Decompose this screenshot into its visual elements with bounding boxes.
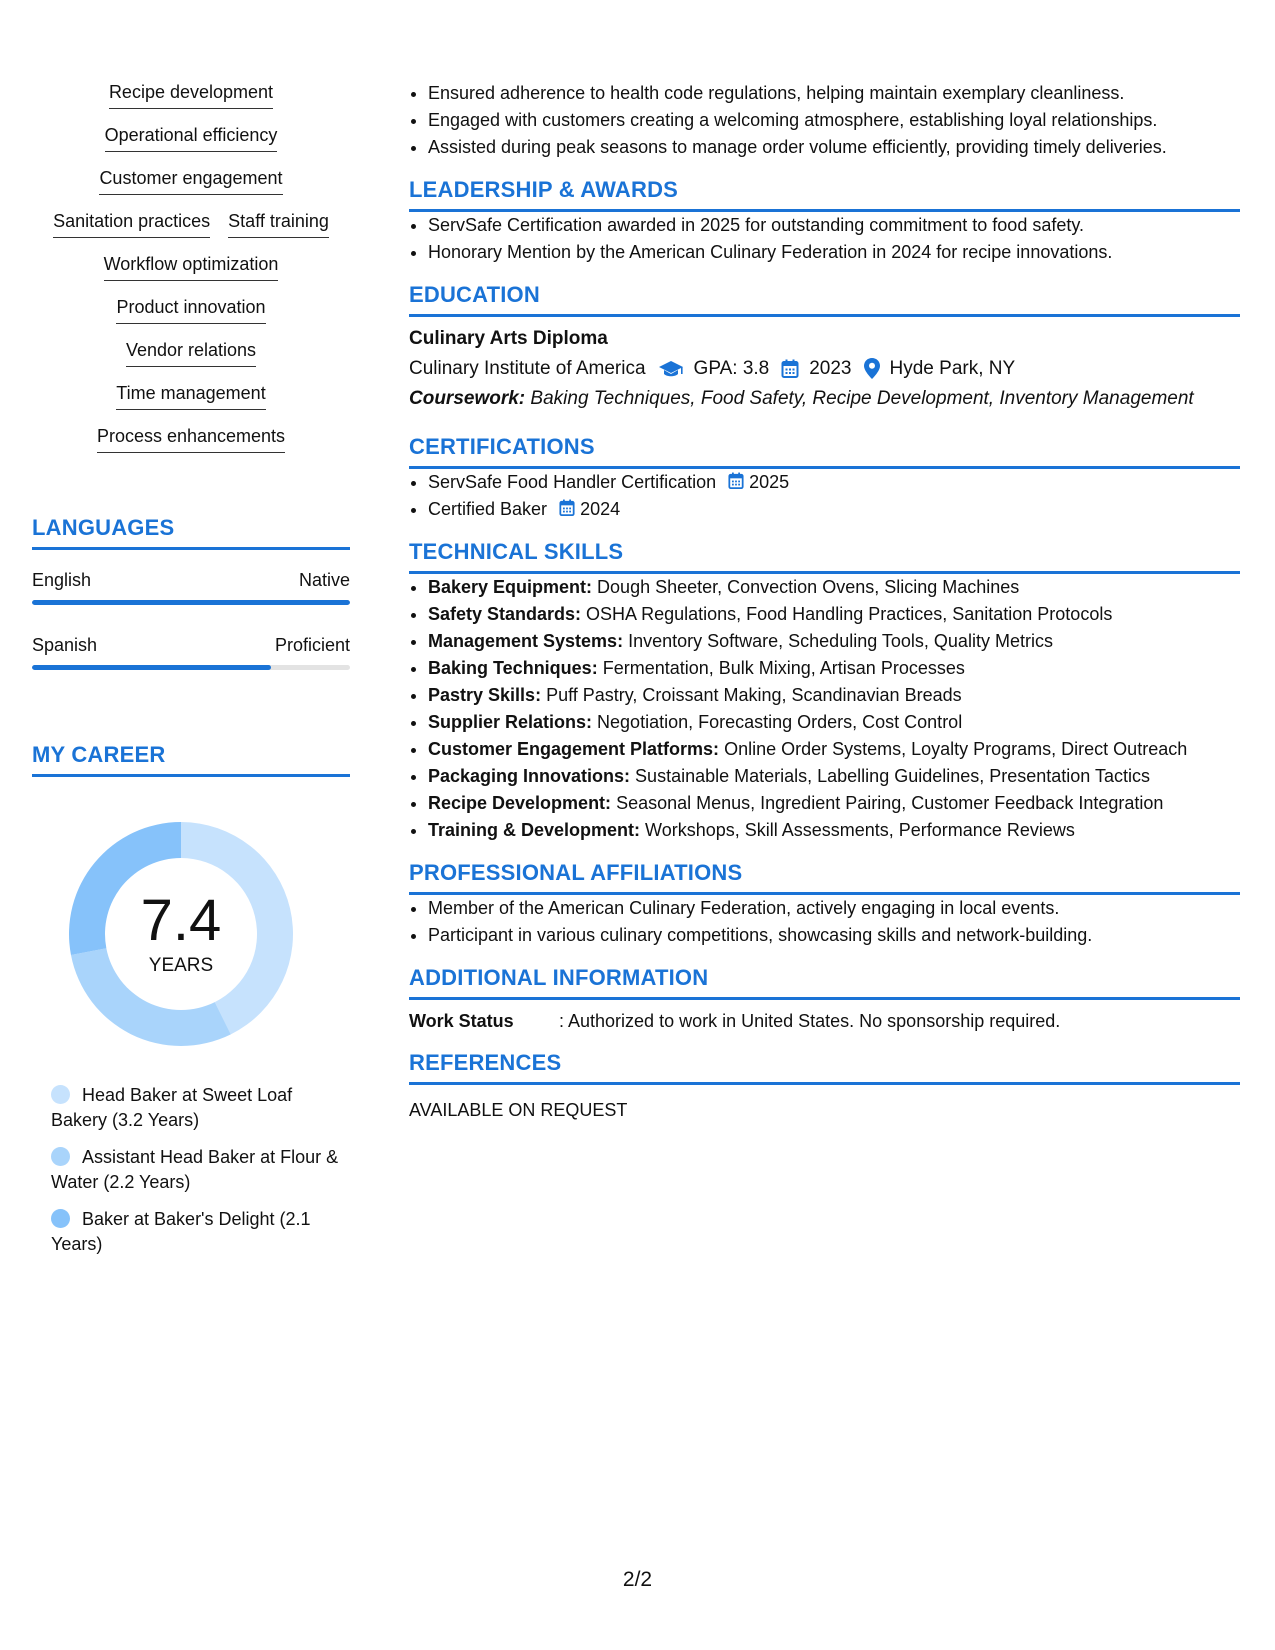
technical-skill-item — [428, 601, 1240, 628]
page-number: 2/2 — [622, 1568, 653, 1591]
right-column — [409, 80, 1240, 1123]
skill-row — [116, 295, 265, 324]
career-donut — [66, 819, 296, 1049]
technical-skill-text: Seasonal Menus, Ingredient Pairing, Customer Feedback Integration — [611, 793, 1164, 813]
language-name: Spanish — [32, 635, 98, 655]
technical-skill-text: Dough Sheeter, Convection Ovens, Slicing Machines — [592, 577, 1020, 597]
technical-skill-item — [428, 763, 1240, 790]
left-column — [32, 80, 350, 1269]
language-row — [32, 568, 350, 592]
language-name: English — [32, 570, 92, 590]
skill-row — [105, 123, 278, 152]
technical-skill-item — [428, 682, 1240, 709]
legend-dot — [51, 1085, 70, 1104]
career-total-unit: YEARS — [148, 955, 214, 976]
leadership-section — [409, 177, 1240, 266]
references-text: AVAILABLE ON REQUEST — [409, 1100, 628, 1120]
career-role-label: Baker at Baker's Delight (2.1 Years) — [51, 1209, 311, 1254]
location-pin-icon — [864, 358, 880, 379]
gpa: GPA: 3.8 — [693, 358, 770, 379]
skill-tag: Vendor relations — [126, 338, 256, 367]
skill-tag: Sanitation practices — [53, 209, 210, 238]
affiliations-section — [409, 860, 1240, 949]
calendar-icon — [559, 499, 575, 517]
certifications-list — [409, 469, 1240, 523]
skill-tag: Recipe development — [109, 80, 273, 109]
skill-tag: Operational efficiency — [105, 123, 278, 152]
work-status-value: : Authorized to work in United States. No sponsorship required. — [559, 1011, 1061, 1031]
references-title: REFERENCES — [409, 1050, 1240, 1085]
skill-tag: Product innovation — [116, 295, 265, 324]
technical-skill-label: Training & Development: — [428, 820, 641, 840]
degree-name: Culinary Arts Diploma — [409, 328, 608, 349]
language-bar — [32, 665, 350, 670]
career-legend-item — [51, 1207, 341, 1257]
affiliation-item: • Member of the American Culinary Federation, actively engaging in local events. — [428, 895, 1240, 922]
school-name: Culinary Institute of America — [409, 358, 646, 379]
technical-skill-label: Supplier Relations: — [428, 712, 593, 732]
legend-dot — [51, 1147, 70, 1166]
affiliation-item: • Participant in various culinary competitions, showcasing skills and network-building. — [428, 922, 1240, 949]
certification-name: Certified Baker — [428, 499, 548, 519]
technical-skill-text: Fermentation, Bulk Mixing, Artisan Processes — [597, 658, 965, 678]
education-section — [409, 282, 1240, 414]
skill-row — [97, 424, 285, 453]
technical-skill-label: Management Systems: — [428, 631, 624, 651]
certifications-title: CERTIFICATIONS — [409, 434, 1240, 469]
leadership-list — [409, 212, 1240, 266]
language-item — [32, 568, 350, 605]
career-legend-item — [51, 1145, 341, 1195]
language-row — [32, 633, 350, 657]
skill-row — [99, 166, 282, 195]
technical-skill-label: Pastry Skills: — [428, 685, 542, 705]
technical-skill-label: Customer Engagement Platforms: — [428, 739, 720, 759]
technical-skill-text: Sustainable Materials, Labelling Guidelines, Presentation Tactics — [630, 766, 1151, 786]
experience-bullets — [409, 80, 1240, 161]
technical-skill-item — [428, 574, 1240, 601]
certification-name: ServSafe Food Handler Certification — [428, 472, 717, 492]
technical-skill-label: Bakery Equipment: — [428, 577, 593, 597]
leadership-item: • ServSafe Certification awarded in 2025 for outstanding commitment to food safety. — [428, 212, 1240, 239]
career-legend-item — [51, 1083, 341, 1133]
skill-tag: Staff training — [228, 209, 329, 238]
language-level: Proficient — [274, 635, 350, 655]
language-level: Native — [298, 570, 350, 590]
references-section — [409, 1050, 1240, 1123]
leadership-item: • Honorary Mention by the American Culinary Federation in 2024 for recipe innovations. — [428, 239, 1240, 266]
technical-skill-item — [428, 709, 1240, 736]
calendar-icon — [728, 472, 744, 490]
skill-tag: Process enhancements — [97, 424, 285, 453]
technical-skill-text: OSHA Regulations, Food Handling Practices, Sanitation Protocols — [581, 604, 1113, 624]
skill-row — [53, 209, 329, 238]
certifications-section — [409, 434, 1240, 523]
skill-tag: Time management — [116, 381, 265, 410]
career-role-label: Assistant Head Baker at Flour & Water (2.2 Years) — [51, 1147, 339, 1192]
graduation-cap-icon — [658, 359, 684, 379]
experience-bullet: • Assisted during peak seasons to manage order volume efficiently, providing timely deliveries. — [428, 134, 1240, 161]
technical-skill-label: Safety Standards: — [428, 604, 582, 624]
graduation-year: 2023 — [809, 358, 852, 379]
skill-row — [104, 252, 279, 281]
technical-skill-label: Baking Techniques: — [428, 658, 598, 678]
additional-info-title: ADDITIONAL INFORMATION — [409, 965, 1240, 1000]
certification-year: 2025 — [749, 472, 790, 492]
coursework: Coursework: Baking Techniques, Food Safety, Recipe Development, Inventory Management — [409, 388, 1194, 409]
career-title: MY CAREER — [32, 742, 350, 777]
technical-skills-list — [409, 574, 1240, 844]
certification-year: 2024 — [580, 499, 621, 519]
skills-list — [32, 80, 350, 467]
technical-skills-title: TECHNICAL SKILLS — [409, 539, 1240, 574]
language-bar-fill — [32, 600, 350, 605]
technical-skill-item — [428, 655, 1240, 682]
technical-skill-item — [428, 628, 1240, 655]
language-bar — [32, 600, 350, 605]
language-item — [32, 633, 350, 670]
languages-list — [32, 568, 350, 670]
technical-skill-text: Workshops, Skill Assessments, Performance Reviews — [640, 820, 1075, 840]
technical-skill-label: Recipe Development: — [428, 793, 612, 813]
affiliations-list — [409, 895, 1240, 949]
legend-dot — [51, 1209, 70, 1228]
career-section — [32, 742, 350, 1257]
skill-tag: Workflow optimization — [104, 252, 279, 281]
certification-item — [428, 469, 1240, 496]
languages-section — [32, 515, 350, 670]
technical-skill-item — [428, 736, 1240, 763]
calendar-icon — [781, 359, 799, 379]
skill-row — [126, 338, 256, 367]
languages-title: LANGUAGES — [32, 515, 350, 550]
technical-skill-item — [428, 790, 1240, 817]
technical-skills-section — [409, 539, 1240, 844]
additional-info-section — [409, 965, 1240, 1034]
experience-bullet: • Ensured adherence to health code regulations, helping maintain exemplary cleanliness. — [428, 80, 1240, 107]
skill-row — [116, 381, 265, 410]
technical-skill-text: Inventory Software, Scheduling Tools, Quality Metrics — [623, 631, 1053, 651]
career-legend — [32, 1083, 341, 1257]
certification-item — [428, 496, 1240, 523]
skill-row — [109, 80, 273, 109]
technical-skill-text: Puff Pastry, Croissant Making, Scandinavian Breads — [541, 685, 962, 705]
career-role-label: Head Baker at Sweet Loaf Bakery (3.2 Years) — [51, 1085, 293, 1130]
technical-skill-text: Negotiation, Forecasting Orders, Cost Control — [592, 712, 963, 732]
language-bar-fill — [32, 665, 271, 670]
experience-bullet: • Engaged with customers creating a welcoming atmosphere, establishing loyal relationships. — [428, 107, 1240, 134]
career-total-years: 7.4 — [140, 888, 222, 953]
work-status-label: Work Status — [409, 1011, 514, 1031]
education-title: EDUCATION — [409, 282, 1240, 317]
technical-skill-label: Packaging Innovations: — [428, 766, 631, 786]
technical-skill-text: Online Order Systems, Loyalty Programs, Direct Outreach — [719, 739, 1188, 759]
affiliations-title: PROFESSIONAL AFFILIATIONS — [409, 860, 1240, 895]
leadership-title: LEADERSHIP & AWARDS — [409, 177, 1240, 212]
skill-tag: Customer engagement — [99, 166, 282, 195]
school-location: Hyde Park, NY — [889, 358, 1016, 379]
technical-skill-item — [428, 817, 1240, 844]
